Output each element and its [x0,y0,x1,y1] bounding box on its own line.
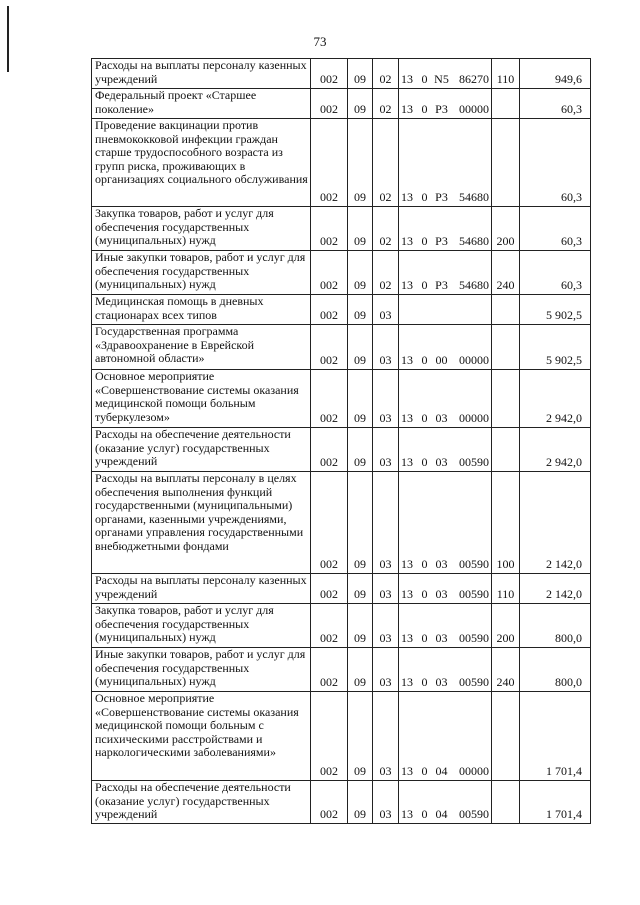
row-name: Расходы на выплаты персоналу казенных учреждений [92,59,311,89]
expense-type-code [492,295,520,325]
target-article-direction: 00000 [453,370,492,428]
row-name: Расходы на обеспечение деятельности (оказание услуг) государственных учреждений [92,781,311,824]
target-article-program: 13 [399,692,419,781]
ministry-code: 002 [311,207,348,251]
table-row [92,428,591,472]
table-row [92,119,591,207]
row-name: Расходы на выплаты персоналу казенных учреждений [92,574,311,604]
table-row [92,574,591,604]
table-row [92,251,591,295]
target-article-subprogram: 0 [419,59,431,89]
target-article-event: 03 [431,648,453,692]
amount-cell: 5 902,5 [520,295,591,325]
expense-type-code: 200 [492,207,520,251]
expense-type-code: 240 [492,648,520,692]
target-article-direction: 54680 [453,207,492,251]
subsection-code: 02 [373,119,399,207]
ministry-code: 002 [311,472,348,574]
row-name: Государственная программа «Здравоохранение в Еврейской автономной области» [92,325,311,370]
table-row [92,295,591,325]
amount-cell: 60,3 [520,207,591,251]
budget-table [91,58,591,824]
section-code: 09 [348,692,373,781]
subsection-code: 03 [373,295,399,325]
target-article-direction: 00590 [453,781,492,824]
ministry-code: 002 [311,325,348,370]
target-article-subprogram: 0 [419,119,431,207]
expense-type-code [492,781,520,824]
amount-cell: 2 142,0 [520,574,591,604]
target-article-direction: 00000 [453,692,492,781]
target-article-program: 13 [399,370,419,428]
target-article-subprogram: 0 [419,472,431,574]
amount-cell: 2 142,0 [520,472,591,574]
section-code: 09 [348,251,373,295]
target-article-event: 03 [431,604,453,648]
target-article-program: 13 [399,428,419,472]
ministry-code: 002 [311,89,348,119]
target-article-program: 13 [399,119,419,207]
amount-cell: 60,3 [520,89,591,119]
target-article-direction: 00000 [453,89,492,119]
target-article-direction: 54680 [453,119,492,207]
amount-cell: 60,3 [520,119,591,207]
ministry-code: 002 [311,119,348,207]
target-article-subprogram: 0 [419,251,431,295]
ministry-code: 002 [311,370,348,428]
amount-cell: 1 701,4 [520,692,591,781]
section-code: 09 [348,295,373,325]
target-article-subprogram: 0 [419,604,431,648]
section-code: 09 [348,472,373,574]
row-name: Закупка товаров, работ и услуг для обеспечения государственных (муниципальных) нужд [92,207,311,251]
subsection-code: 03 [373,574,399,604]
target-article-event: P3 [431,207,453,251]
target-article-event: 04 [431,781,453,824]
ministry-code: 002 [311,604,348,648]
expense-type-code [492,89,520,119]
target-article-subprogram: 0 [419,428,431,472]
expense-type-code [492,119,520,207]
subsection-code: 03 [373,692,399,781]
target-article-subprogram: 0 [419,781,431,824]
target-article-direction: 54680 [453,251,492,295]
expense-type-code [492,692,520,781]
page-number: 73 [313,34,327,49]
expense-type-code: 110 [492,59,520,89]
target-article-direction: 00590 [453,648,492,692]
ministry-code: 002 [311,295,348,325]
target-article-program: 13 [399,325,419,370]
target-article-subprogram: 0 [419,692,431,781]
table-row [92,648,591,692]
expense-type-code [492,325,520,370]
ministry-code: 002 [311,648,348,692]
target-article-event: P3 [431,251,453,295]
expense-type-code: 100 [492,472,520,574]
ministry-code: 002 [311,428,348,472]
table-row [92,472,591,574]
target-article-subprogram: 0 [419,648,431,692]
target-article-program [399,295,419,325]
target-article-event: 04 [431,692,453,781]
expense-type-code: 200 [492,604,520,648]
row-name: Расходы на выплаты персоналу в целях обеспечения выполнения функций государственными (муниципальными) органами, казенными учреждениями, органами управления государственными внебюджетными фондами [92,472,311,574]
target-article-subprogram: 0 [419,325,431,370]
subsection-code: 03 [373,325,399,370]
row-name: Иные закупки товаров, работ и услуг для обеспечения государственных (муниципальных) нужд [92,648,311,692]
table-row [92,89,591,119]
subsection-code: 02 [373,89,399,119]
target-article-subprogram: 0 [419,89,431,119]
target-article-event: P3 [431,89,453,119]
subsection-code: 03 [373,472,399,574]
ministry-code: 002 [311,692,348,781]
section-code: 09 [348,325,373,370]
target-article-direction: 86270 [453,59,492,89]
target-article-direction: 00590 [453,472,492,574]
subsection-code: 03 [373,781,399,824]
expense-type-code: 240 [492,251,520,295]
ministry-code: 002 [311,59,348,89]
ministry-code: 002 [311,574,348,604]
section-code: 09 [348,574,373,604]
target-article-event [431,295,453,325]
subsection-code: 03 [373,604,399,648]
budget-table-body [92,59,591,824]
subsection-code: 02 [373,59,399,89]
amount-cell: 800,0 [520,648,591,692]
section-code: 09 [348,648,373,692]
table-row [92,59,591,89]
target-article-program: 13 [399,251,419,295]
expense-type-code: 110 [492,574,520,604]
amount-cell: 800,0 [520,604,591,648]
amount-cell: 5 902,5 [520,325,591,370]
expense-type-code [492,428,520,472]
target-article-subprogram: 0 [419,207,431,251]
target-article-event: 03 [431,428,453,472]
row-name: Закупка товаров, работ и услуг для обеспечения государственных (муниципальных) нужд [92,604,311,648]
target-article-direction: 00590 [453,604,492,648]
target-article-subprogram: 0 [419,574,431,604]
amount-cell: 1 701,4 [520,781,591,824]
target-article-event: P3 [431,119,453,207]
target-article-program: 13 [399,781,419,824]
subsection-code: 03 [373,428,399,472]
subsection-code: 03 [373,370,399,428]
row-name: Расходы на обеспечение деятельности (оказание услуг) государственных учреждений [92,428,311,472]
target-article-subprogram [419,295,431,325]
expense-type-code [492,370,520,428]
section-code: 09 [348,89,373,119]
target-article-program: 13 [399,472,419,574]
subsection-code: 03 [373,648,399,692]
target-article-program: 13 [399,648,419,692]
target-article-event: N5 [431,59,453,89]
table-row [92,207,591,251]
table-row [92,370,591,428]
row-name: Федеральный проект «Старшее поколение» [92,89,311,119]
section-code: 09 [348,604,373,648]
table-row [92,781,591,824]
row-name: Проведение вакцинации против пневмококковой инфекции граждан старше трудоспособного возраста из групп риска, проживающих в организациях социального обслуживания [92,119,311,207]
target-article-direction [453,295,492,325]
section-code: 09 [348,207,373,251]
ministry-code: 002 [311,251,348,295]
section-code: 09 [348,370,373,428]
target-article-event: 03 [431,472,453,574]
table-row [92,325,591,370]
amount-cell: 2 942,0 [520,370,591,428]
target-article-subprogram: 0 [419,370,431,428]
target-article-event: 03 [431,574,453,604]
row-name: Иные закупки товаров, работ и услуг для обеспечения государственных (муниципальных) нужд [92,251,311,295]
row-name: Медицинская помощь в дневных стационарах всех типов [92,295,311,325]
row-name: Основное мероприятие «Совершенствование системы оказания медицинской помощи больным туберкулезом» [92,370,311,428]
section-code: 09 [348,59,373,89]
section-code: 09 [348,119,373,207]
row-name: Основное мероприятие «Совершенствование системы оказания медицинской помощи больным с психическими расстройствами и наркологическими заболеваниями» [92,692,311,781]
subsection-code: 02 [373,251,399,295]
table-row [92,692,591,781]
amount-cell: 949,6 [520,59,591,89]
target-article-program: 13 [399,574,419,604]
target-article-event: 00 [431,325,453,370]
target-article-direction: 00000 [453,325,492,370]
target-article-program: 13 [399,59,419,89]
section-code: 09 [348,781,373,824]
target-article-direction: 00590 [453,574,492,604]
target-article-program: 13 [399,207,419,251]
amount-cell: 2 942,0 [520,428,591,472]
table-row [92,604,591,648]
target-article-program: 13 [399,604,419,648]
amount-cell: 60,3 [520,251,591,295]
section-code: 09 [348,428,373,472]
target-article-program: 13 [399,89,419,119]
subsection-code: 02 [373,207,399,251]
target-article-event: 03 [431,370,453,428]
target-article-direction: 00590 [453,428,492,472]
ministry-code: 002 [311,781,348,824]
